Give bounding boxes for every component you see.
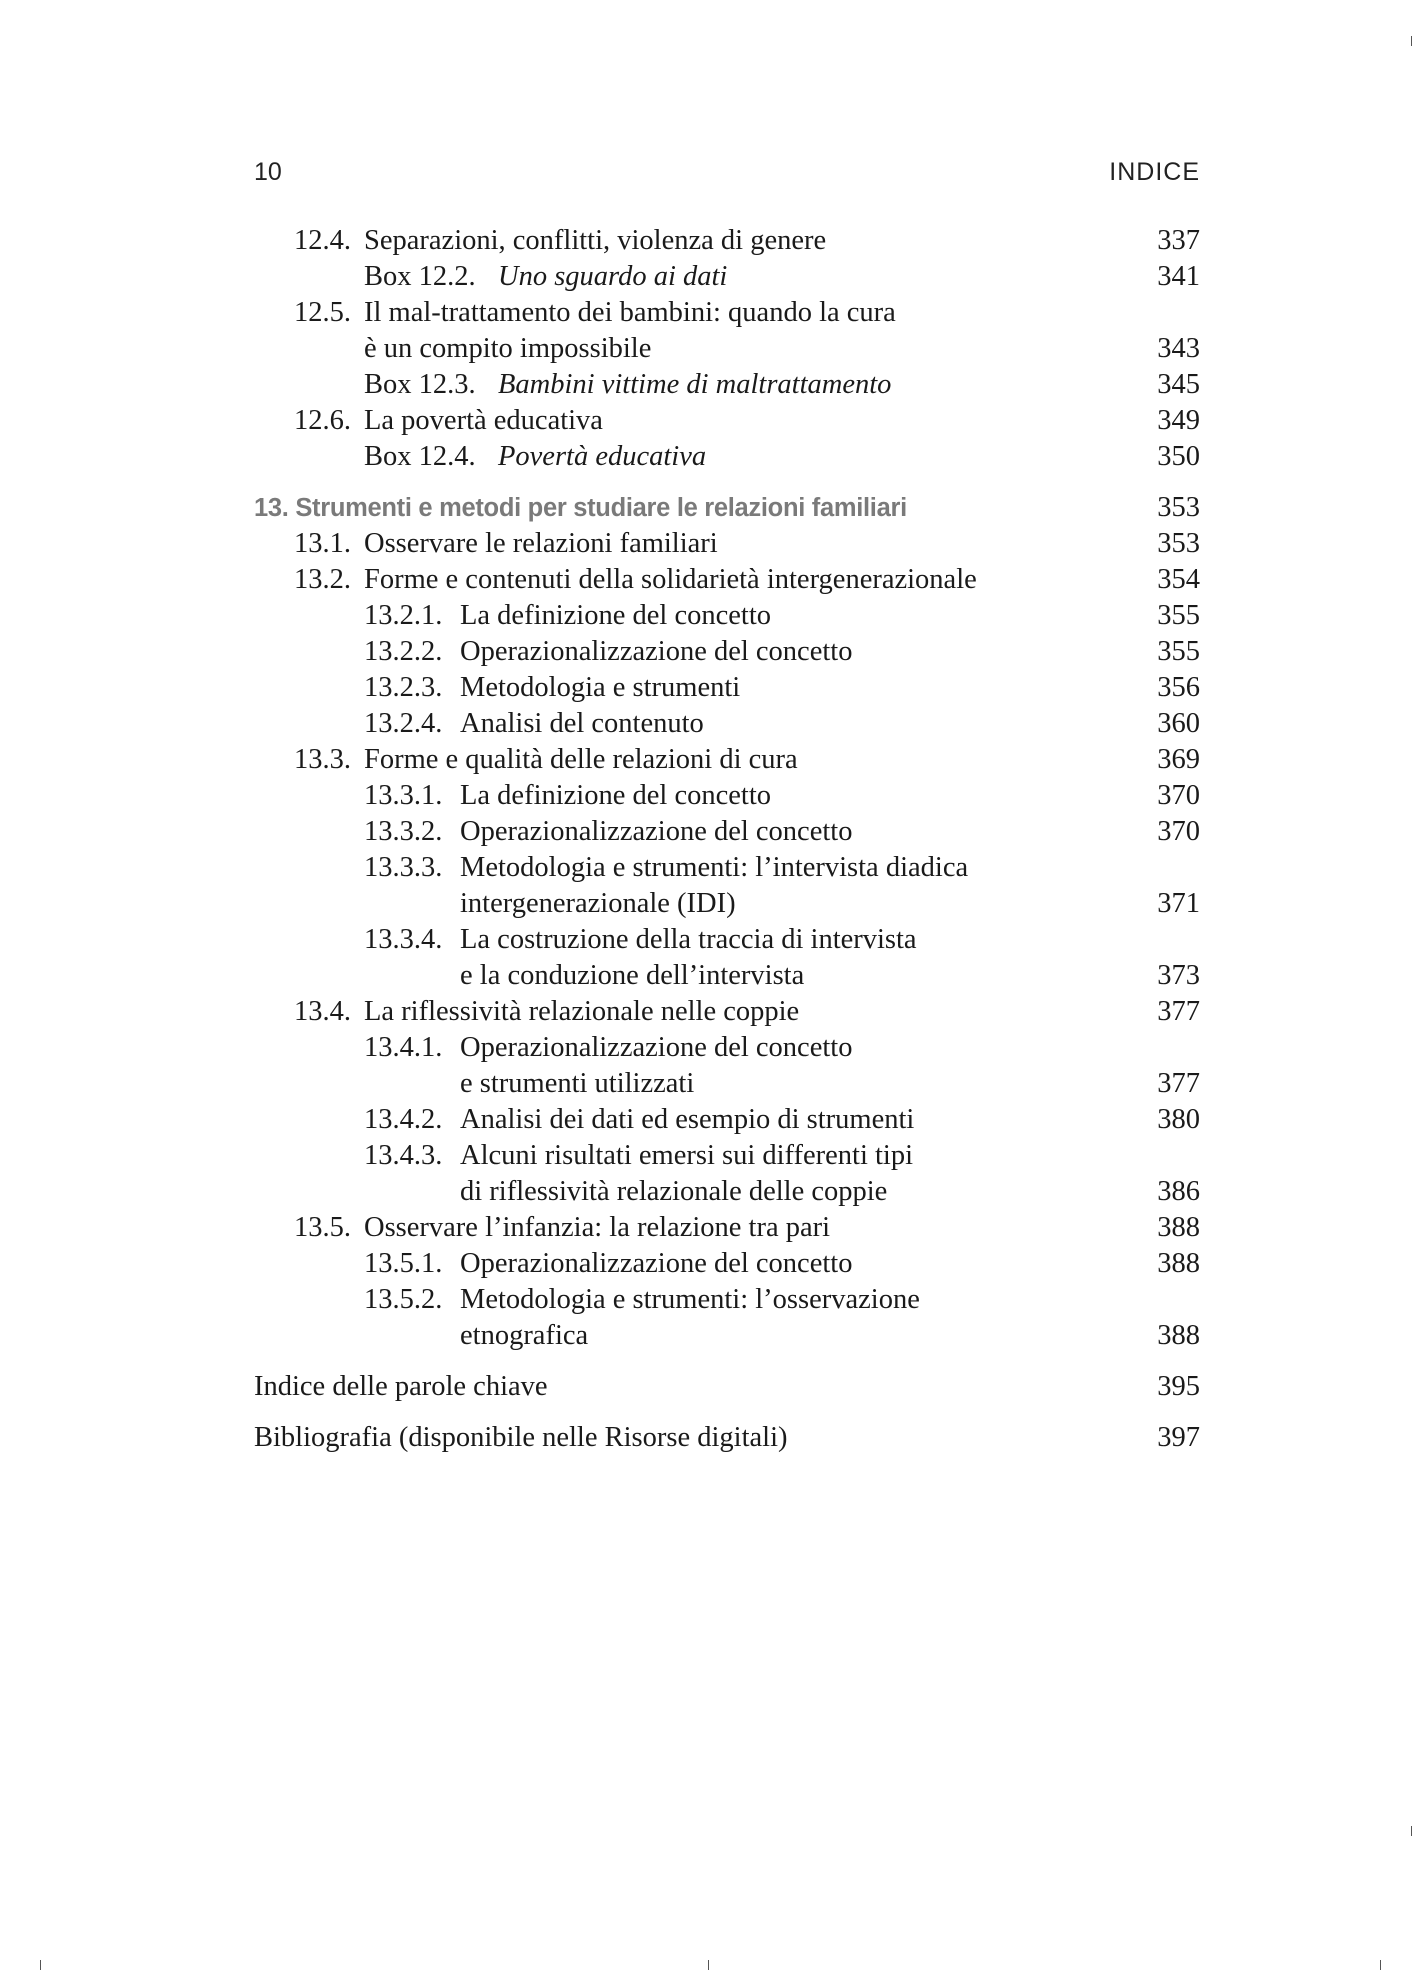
toc-entry[interactable] (254, 742, 1200, 778)
toc-entry[interactable] (254, 1210, 1200, 1246)
entry-page: 343 (1157, 333, 1200, 364)
box-label: Box 12.3. (364, 369, 476, 400)
entry-title: Metodologia e strumenti (460, 672, 741, 703)
entry-number: 13.2. (294, 564, 351, 595)
entry-number: 13.2.4. (364, 708, 443, 739)
toc-backmatter-entry[interactable] (254, 1420, 1200, 1456)
entry-page: 373 (1157, 960, 1200, 991)
toc-entry[interactable] (254, 403, 1200, 439)
toc-subentry[interactable] (254, 598, 1200, 634)
toc-subentry-continuation[interactable] (254, 886, 1200, 922)
entry-title: La riflessività relazionale nelle coppie (364, 996, 800, 1027)
entry-page: 377 (1157, 996, 1200, 1027)
crop-mark (1411, 36, 1412, 46)
entry-number: 13.1. (294, 528, 351, 559)
entry-title: Alcuni risultati emersi sui differenti tipi (460, 1140, 914, 1171)
entry-number: 12.6. (294, 405, 351, 436)
toc-subentry-continuation[interactable] (254, 1174, 1200, 1210)
entry-title: Analisi dei dati ed esempio di strumenti (460, 1104, 915, 1135)
box-title: Uno sguardo ai dati (498, 261, 728, 292)
toc-subentry-continuation[interactable] (254, 958, 1200, 994)
toc-entry[interactable] (254, 223, 1200, 259)
entry-number: 13.5. (294, 1212, 351, 1243)
toc-backmatter-entry[interactable] (254, 1369, 1200, 1405)
entry-title: Indice delle parole chiave (254, 1371, 548, 1402)
entry-page: 388 (1157, 1212, 1200, 1243)
entry-title: Forme e contenuti della solidarietà intergenerazionale (364, 564, 977, 595)
entry-number: 13.5.2. (364, 1284, 443, 1315)
toc-entry[interactable] (254, 562, 1200, 598)
entry-page: 386 (1157, 1176, 1200, 1207)
toc-entry[interactable] (254, 526, 1200, 562)
entry-number: 13.3.1. (364, 780, 443, 811)
entry-page: 360 (1157, 708, 1200, 739)
box-title: Povertà educativa (498, 441, 707, 472)
box-title: Bambini vittime di maltrattamento (498, 369, 892, 400)
crop-mark (1380, 1960, 1381, 1970)
toc-box-entry[interactable] (254, 259, 1200, 295)
entry-page: 395 (1157, 1371, 1200, 1402)
entry-title: Metodologia e strumenti: l’osservazione (460, 1284, 920, 1315)
entry-page: 371 (1157, 888, 1200, 919)
toc-subentry[interactable] (254, 922, 1200, 958)
box-label: Box 12.2. (364, 261, 476, 292)
entry-page: 388 (1157, 1320, 1200, 1351)
running-head (254, 158, 1200, 198)
entry-number: 13.4.1. (364, 1032, 443, 1063)
entry-title-continued: è un compito impossibile (364, 333, 652, 364)
entry-title-continued: e la conduzione dell’intervista (460, 960, 805, 991)
entry-title: Osservare l’infanzia: la relazione tra pari (364, 1212, 831, 1243)
entry-title: Separazioni, conflitti, violenza di genere (364, 225, 827, 256)
entry-number: 13.3.3. (364, 852, 443, 883)
entry-page: 388 (1157, 1248, 1200, 1279)
crop-mark (40, 1960, 41, 1970)
entry-title: La costruzione della traccia di intervista (460, 924, 917, 955)
entry-page: 355 (1157, 600, 1200, 631)
toc-subentry[interactable] (254, 1030, 1200, 1066)
toc-subentry[interactable] (254, 1246, 1200, 1282)
entry-title: Operazionalizzazione del concetto (460, 636, 853, 667)
toc-subentry[interactable] (254, 1282, 1200, 1318)
crop-mark (708, 1960, 709, 1970)
toc-subentry[interactable] (254, 670, 1200, 706)
toc-subentry[interactable] (254, 1138, 1200, 1174)
entry-number: 13.4.2. (364, 1104, 443, 1135)
entry-number: 13.5.1. (364, 1248, 443, 1279)
entry-title: Operazionalizzazione del concetto (460, 816, 853, 847)
entry-title: Osservare le relazioni familiari (364, 528, 718, 559)
entry-page: 345 (1157, 369, 1200, 400)
entry-number: 13.2.1. (364, 600, 443, 631)
entry-page: 354 (1157, 564, 1200, 595)
section-title: INDICE (1109, 158, 1200, 186)
toc-subentry-continuation[interactable] (254, 1066, 1200, 1102)
entry-number: 13.3. (294, 744, 351, 775)
entry-page: 350 (1157, 441, 1200, 472)
crop-mark (1411, 1826, 1412, 1836)
entry-title-continued: e strumenti utilizzati (460, 1068, 695, 1099)
toc-subentry[interactable] (254, 634, 1200, 670)
entry-title: Operazionalizzazione del concetto (460, 1032, 853, 1063)
entry-page: 380 (1157, 1104, 1200, 1135)
toc-entry[interactable] (254, 994, 1200, 1030)
entry-title: Analisi del contenuto (460, 708, 704, 739)
entry-title: La povertà educativa (364, 405, 603, 436)
entry-number: 13.3.2. (364, 816, 443, 847)
toc-chapter-heading[interactable] (254, 490, 1200, 526)
chapter-title: 13. Strumenti e metodi per studiare le relazioni familiari (254, 494, 907, 522)
toc-entry[interactable] (254, 295, 1200, 331)
entry-title: Metodologia e strumenti: l’intervista diadica (460, 852, 969, 883)
toc-box-entry[interactable] (254, 439, 1200, 475)
entry-number: 13.3.4. (364, 924, 443, 955)
entry-title: La definizione del concetto (460, 780, 771, 811)
entry-number: 13.2.2. (364, 636, 443, 667)
toc-subentry-continuation[interactable] (254, 1318, 1200, 1354)
entry-page: 349 (1157, 405, 1200, 436)
toc-subentry[interactable] (254, 778, 1200, 814)
toc-subentry[interactable] (254, 706, 1200, 742)
entry-page: 369 (1157, 744, 1200, 775)
entry-page: 397 (1157, 1422, 1200, 1453)
toc-subentry[interactable] (254, 850, 1200, 886)
entry-page: 370 (1157, 780, 1200, 811)
entry-page: 341 (1157, 261, 1200, 292)
entry-page: 356 (1157, 672, 1200, 703)
toc-entry-continuation[interactable] (254, 331, 1200, 367)
entry-page: 355 (1157, 636, 1200, 667)
entry-page: 337 (1157, 225, 1200, 256)
entry-title: Bibliografia (disponibile nelle Risorse digitali) (254, 1422, 788, 1453)
entry-title-continued: di riflessività relazionale delle coppie (460, 1176, 888, 1207)
toc-subentry[interactable] (254, 814, 1200, 850)
entry-number: 12.5. (294, 297, 351, 328)
toc-subentry[interactable] (254, 1102, 1200, 1138)
entry-title-continued: etnografica (460, 1320, 589, 1351)
table-of-contents (254, 223, 1200, 1456)
entry-page: 377 (1157, 1068, 1200, 1099)
entry-number: 12.4. (294, 225, 351, 256)
box-label: Box 12.4. (364, 441, 476, 472)
entry-number: 13.2.3. (364, 672, 443, 703)
entry-title: Il mal-trattamento dei bambini: quando la cura (364, 297, 896, 328)
entry-page: 353 (1157, 528, 1200, 559)
entry-title: Operazionalizzazione del concetto (460, 1248, 853, 1279)
entry-number: 13.4. (294, 996, 351, 1027)
chapter-page: 353 (1157, 492, 1200, 523)
entry-title-continued: intergenerazionale (IDI) (460, 888, 736, 919)
entry-page: 370 (1157, 816, 1200, 847)
page-number: 10 (254, 158, 282, 186)
entry-title: La definizione del concetto (460, 600, 771, 631)
entry-title: Forme e qualità delle relazioni di cura (364, 744, 798, 775)
entry-number: 13.4.3. (364, 1140, 443, 1171)
toc-box-entry[interactable] (254, 367, 1200, 403)
